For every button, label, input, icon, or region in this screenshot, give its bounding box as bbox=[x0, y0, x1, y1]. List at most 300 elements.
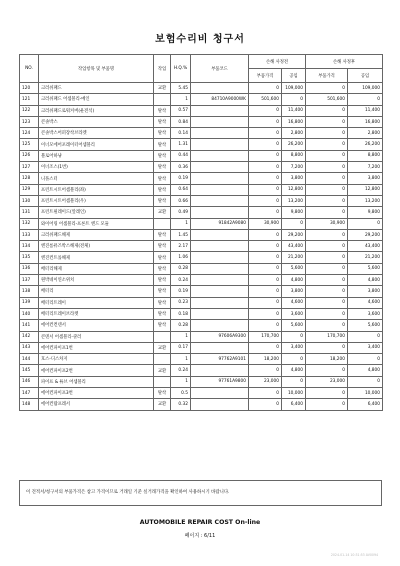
cell-item-name: 배터리해제 bbox=[39, 263, 154, 274]
cell-labor-before: 0 bbox=[282, 94, 306, 105]
cell-labor-after: 0 bbox=[348, 331, 383, 342]
cell-item-name: 콘솔박스어퍼장착브라켓 bbox=[39, 128, 154, 139]
header-hq: H.Q.% bbox=[171, 55, 191, 83]
cell-no: 135 bbox=[20, 252, 39, 263]
cell-no: 133 bbox=[20, 229, 39, 240]
cell-part-code bbox=[191, 162, 249, 173]
table-row bbox=[20, 162, 383, 173]
cell-hq: 0.5 bbox=[171, 388, 191, 399]
cell-part-price-before: 0 bbox=[249, 173, 282, 184]
cell-part-code bbox=[191, 128, 249, 139]
cell-item-name: 에어컨컨덴서 bbox=[39, 320, 154, 331]
cell-part-code bbox=[191, 139, 249, 150]
cell-work: 탈착 bbox=[154, 150, 171, 161]
cell-part-price-after: 0 bbox=[306, 297, 348, 308]
cell-labor-before: 0 bbox=[282, 354, 306, 365]
cell-part-price-after: 0 bbox=[306, 207, 348, 218]
cell-part-price-after: 501,600 bbox=[306, 94, 348, 105]
cell-labor-before: 109,000 bbox=[282, 83, 306, 94]
cell-work: 교환 bbox=[154, 365, 171, 376]
cell-part-price-before: 0 bbox=[249, 128, 282, 139]
cell-labor-before: 5,600 bbox=[282, 320, 306, 331]
cell-labor-before: 3,800 bbox=[282, 286, 306, 297]
cell-labor-after: 0 bbox=[348, 94, 383, 105]
cell-hq: 0.32 bbox=[171, 399, 191, 410]
cell-part-code bbox=[191, 320, 249, 331]
cell-part-price-after: 0 bbox=[306, 162, 348, 173]
cell-work bbox=[154, 354, 171, 365]
cell-part-code bbox=[191, 184, 249, 195]
cell-part-code: 91842A9080 bbox=[191, 218, 249, 229]
cell-part-price-after: 0 bbox=[306, 173, 348, 184]
cell-work: 탈착 bbox=[154, 116, 171, 127]
header-after: 손해 사정후 bbox=[306, 55, 383, 69]
table-row bbox=[20, 139, 383, 150]
cell-no: 146 bbox=[20, 376, 39, 387]
table-row bbox=[20, 331, 383, 342]
cell-hq: 0.28 bbox=[171, 263, 191, 274]
cell-work: 탈착 bbox=[154, 297, 171, 308]
cell-labor-after: 3,800 bbox=[348, 286, 383, 297]
cell-item-name: 에어컨파이프2번 bbox=[39, 365, 154, 376]
cell-labor-before: 4,800 bbox=[282, 275, 306, 286]
cell-hq: 1 bbox=[171, 94, 191, 105]
cell-work: 탈착 bbox=[154, 263, 171, 274]
cell-item-name: 이너조스(1번) bbox=[39, 162, 154, 173]
cell-part-code bbox=[191, 365, 249, 376]
cell-part-price-after: 0 bbox=[306, 275, 348, 286]
cell-part-price-after: 0 bbox=[306, 365, 348, 376]
cell-labor-before: 6,400 bbox=[282, 399, 306, 410]
table-row bbox=[20, 399, 383, 410]
cell-no: 137 bbox=[20, 275, 39, 286]
table-row bbox=[20, 105, 383, 116]
cell-part-code bbox=[191, 275, 249, 286]
cell-part-price-after: 0 bbox=[306, 116, 348, 127]
cell-labor-before: 8,800 bbox=[282, 150, 306, 161]
cell-item-name: 배터리트레이브라켓 bbox=[39, 308, 154, 319]
cell-part-price-before: 0 bbox=[249, 105, 282, 116]
cell-part-price-before: 0 bbox=[249, 342, 282, 353]
cell-labor-after: 12,800 bbox=[348, 184, 383, 195]
header-item: 작업항목 및 부품명 bbox=[39, 55, 154, 83]
cell-part-price-before: 0 bbox=[249, 150, 282, 161]
cell-part-price-after: 0 bbox=[306, 263, 348, 274]
cell-labor-before: 0 bbox=[282, 331, 306, 342]
cell-part-price-before: 0 bbox=[249, 297, 282, 308]
cell-labor-after: 3,400 bbox=[348, 342, 383, 353]
cell-labor-before: 11,400 bbox=[282, 105, 306, 116]
document-title: 보험수리비 청구서 bbox=[155, 34, 245, 45]
cell-no: 136 bbox=[20, 263, 39, 274]
cell-part-price-after: 0 bbox=[306, 286, 348, 297]
table-row bbox=[20, 116, 383, 127]
cell-part-code bbox=[191, 195, 249, 206]
cell-item-name: 크러쉬패드해제 bbox=[39, 229, 154, 240]
cell-hq: 0.57 bbox=[171, 105, 191, 116]
cell-work: 탈착 bbox=[154, 320, 171, 331]
cell-hq: 0.24 bbox=[171, 365, 191, 376]
cell-item-name: 원박네이연소위치 bbox=[39, 275, 154, 286]
cell-labor-after: 0 bbox=[348, 218, 383, 229]
header-labor-after: 공임 bbox=[348, 69, 383, 83]
table-row bbox=[20, 388, 383, 399]
header-no: NO. bbox=[20, 55, 39, 83]
cell-labor-after: 13,200 bbox=[348, 195, 383, 206]
cell-work: 탈착 bbox=[154, 388, 171, 399]
cell-part-code bbox=[191, 399, 249, 410]
cell-labor-before: 0 bbox=[282, 376, 306, 387]
cell-work: 탈착 bbox=[154, 308, 171, 319]
cell-labor-after: 4,600 bbox=[348, 297, 383, 308]
cell-work: 탈착 bbox=[154, 252, 171, 263]
table-row bbox=[20, 320, 383, 331]
cell-item-name: 콘솔박스 bbox=[39, 116, 154, 127]
cell-item-name: 호스-디스차지 bbox=[39, 354, 154, 365]
cell-part-price-before: 0 bbox=[249, 139, 282, 150]
cell-work bbox=[154, 376, 171, 387]
cell-no: 124 bbox=[20, 128, 39, 139]
cell-item-name: 에어컨파이프1번 bbox=[39, 342, 154, 353]
cell-work: 탈착 bbox=[154, 173, 171, 184]
cell-hq: 0.64 bbox=[171, 184, 191, 195]
cell-hq: 1.31 bbox=[171, 139, 191, 150]
cell-item-name: 에어컨람프레서 bbox=[39, 399, 154, 410]
cell-part-price-after: 0 bbox=[306, 320, 348, 331]
table-row bbox=[20, 241, 383, 252]
repair-cost-table bbox=[19, 54, 383, 411]
cell-labor-before: 5,600 bbox=[282, 263, 306, 274]
cell-labor-before: 13,200 bbox=[282, 195, 306, 206]
table-row bbox=[20, 286, 383, 297]
cell-work: 교환 bbox=[154, 399, 171, 410]
cell-work: 탈착 bbox=[154, 195, 171, 206]
cell-work: 탈착 bbox=[154, 229, 171, 240]
cell-labor-before: 2,800 bbox=[282, 128, 306, 139]
cell-item-name: 파이프 & 튜브 어셈블리 bbox=[39, 376, 154, 387]
cell-hq: 0.24 bbox=[171, 275, 191, 286]
cell-hq: 1 bbox=[171, 376, 191, 387]
cell-work: 탈착 bbox=[154, 184, 171, 195]
cell-item-name: 콘덴서 어셈블리-쿨러 bbox=[39, 331, 154, 342]
cell-hq: 0.28 bbox=[171, 320, 191, 331]
header-labor-before: 공임 bbox=[282, 69, 306, 83]
cell-hq: 0.18 bbox=[171, 308, 191, 319]
cell-part-price-after: 170,700 bbox=[306, 331, 348, 342]
cell-part-code bbox=[191, 116, 249, 127]
cell-no: 141 bbox=[20, 320, 39, 331]
cell-hq: 0.49 bbox=[171, 207, 191, 218]
footer-title: AUTOMOBILE REPAIR COST On-line bbox=[139, 519, 261, 526]
cell-hq: 2.17 bbox=[171, 241, 191, 252]
cell-labor-after: 0 bbox=[348, 354, 383, 365]
cell-labor-after: 7,200 bbox=[348, 162, 383, 173]
cell-hq: 1.45 bbox=[171, 229, 191, 240]
cell-labor-after: 4,800 bbox=[348, 365, 383, 376]
table-row bbox=[20, 128, 383, 139]
cell-part-price-after: 0 bbox=[306, 399, 348, 410]
cell-item-name: 니플스터 bbox=[39, 173, 154, 184]
table-row bbox=[20, 173, 383, 184]
cell-no: 120 bbox=[20, 83, 39, 94]
cell-labor-after: 29,200 bbox=[348, 229, 383, 240]
table-row bbox=[20, 263, 383, 274]
cell-no: 130 bbox=[20, 195, 39, 206]
cell-no: 129 bbox=[20, 184, 39, 195]
cell-part-code: 97761A9800 bbox=[191, 376, 249, 387]
cell-work bbox=[154, 331, 171, 342]
table-row bbox=[20, 195, 383, 206]
cell-labor-before: 7,200 bbox=[282, 162, 306, 173]
cell-no: 134 bbox=[20, 241, 39, 252]
cell-hq: 0.19 bbox=[171, 286, 191, 297]
table-row bbox=[20, 83, 383, 94]
cell-item-name: 크러쉬패드로워커버(운전석) bbox=[39, 105, 154, 116]
cell-no: 138 bbox=[20, 286, 39, 297]
cell-item-name: 배터리트레이 bbox=[39, 297, 154, 308]
cell-labor-before: 3,400 bbox=[282, 342, 306, 353]
cell-item-name: 엔진컨트롤해제 bbox=[39, 252, 154, 263]
cell-part-price-after: 23,000 bbox=[306, 376, 348, 387]
cell-part-code bbox=[191, 229, 249, 240]
cell-labor-after: 11,400 bbox=[348, 105, 383, 116]
cell-part-price-before: 23,000 bbox=[249, 376, 282, 387]
table-row bbox=[20, 297, 383, 308]
cell-no: 125 bbox=[20, 139, 39, 150]
cell-part-price-before: 0 bbox=[249, 162, 282, 173]
cell-part-price-before: 0 bbox=[249, 263, 282, 274]
cell-part-code bbox=[191, 263, 249, 274]
cell-no: 132 bbox=[20, 218, 39, 229]
cell-no: 145 bbox=[20, 365, 39, 376]
table-row bbox=[20, 354, 383, 365]
cell-item-name: 엔진룸퓨즈박스해제(전체) bbox=[39, 241, 154, 252]
print-stamp: 2024-01-14 10:31:53 AV0094 bbox=[330, 553, 378, 557]
cell-item-name: 배터리 bbox=[39, 286, 154, 297]
cell-part-code bbox=[191, 297, 249, 308]
cell-part-price-after: 0 bbox=[306, 252, 348, 263]
cell-hq: 0.23 bbox=[171, 297, 191, 308]
cell-hq: 0.66 bbox=[171, 195, 191, 206]
cell-labor-before: 3,600 bbox=[282, 308, 306, 319]
table-row bbox=[20, 184, 383, 195]
cell-part-code bbox=[191, 105, 249, 116]
cell-part-price-after: 0 bbox=[306, 128, 348, 139]
table-row bbox=[20, 376, 383, 387]
cell-no: 147 bbox=[20, 388, 39, 399]
cell-work: 탈착 bbox=[154, 139, 171, 150]
cell-labor-before: 10,000 bbox=[282, 388, 306, 399]
cell-hq: 1 bbox=[171, 218, 191, 229]
cell-hq: 0.19 bbox=[171, 173, 191, 184]
cell-part-price-before: 0 bbox=[249, 83, 282, 94]
cell-part-price-before: 0 bbox=[249, 252, 282, 263]
cell-labor-after: 43,400 bbox=[348, 241, 383, 252]
cell-hq: 0.17 bbox=[171, 342, 191, 353]
cell-work: 교환 bbox=[154, 83, 171, 94]
cell-no: 148 bbox=[20, 399, 39, 410]
cell-labor-before: 0 bbox=[282, 218, 306, 229]
cell-labor-after: 3,600 bbox=[348, 308, 383, 319]
cell-part-code bbox=[191, 241, 249, 252]
cell-work: 교환 bbox=[154, 207, 171, 218]
cell-labor-before: 9,800 bbox=[282, 207, 306, 218]
cell-part-code: 84710A9000WK bbox=[191, 94, 249, 105]
cell-labor-after: 0 bbox=[348, 376, 383, 387]
cell-hq: 0.44 bbox=[171, 150, 191, 161]
cell-part-price-after: 30,900 bbox=[306, 218, 348, 229]
cell-item-name: 프런트시트어셈블리(좌) bbox=[39, 184, 154, 195]
cell-hq: 1 bbox=[171, 354, 191, 365]
cell-part-price-after: 0 bbox=[306, 139, 348, 150]
cell-part-price-after: 0 bbox=[306, 83, 348, 94]
cell-labor-after: 4,800 bbox=[348, 275, 383, 286]
cell-part-code: 97606A9300 bbox=[191, 331, 249, 342]
cell-part-price-before: 0 bbox=[249, 365, 282, 376]
cell-part-price-before: 0 bbox=[249, 184, 282, 195]
cell-labor-after: 10,000 bbox=[348, 388, 383, 399]
cell-part-price-after: 0 bbox=[306, 241, 348, 252]
cell-part-price-after: 0 bbox=[306, 105, 348, 116]
header-work: 작업 bbox=[154, 55, 171, 83]
cell-part-price-after: 0 bbox=[306, 150, 348, 161]
disclaimer-note: 이 견적서/청구서의 부품가격은 참고 가격이므로 거래일 기준 실거래가격을 확인하여 사용하시기 바랍니다. bbox=[19, 480, 382, 506]
cell-part-price-before: 18,200 bbox=[249, 354, 282, 365]
cell-labor-before: 16,800 bbox=[282, 116, 306, 127]
cell-part-price-before: 501,600 bbox=[249, 94, 282, 105]
cell-part-code bbox=[191, 150, 249, 161]
cell-part-price-after: 0 bbox=[306, 229, 348, 240]
cell-item-name: 블로어하냥 bbox=[39, 150, 154, 161]
cell-part-code bbox=[191, 252, 249, 263]
cell-no: 123 bbox=[20, 116, 39, 127]
cell-hq: 0.36 bbox=[171, 162, 191, 173]
cell-item-name: 와이어링 어셈블리-프론트 엔드 모듈 bbox=[39, 218, 154, 229]
cell-part-price-before: 0 bbox=[249, 308, 282, 319]
cell-labor-after: 16,800 bbox=[348, 116, 383, 127]
cell-part-code bbox=[191, 83, 249, 94]
cell-work: 탈착 bbox=[154, 162, 171, 173]
cell-labor-before: 26,200 bbox=[282, 139, 306, 150]
cell-no: 143 bbox=[20, 342, 39, 353]
cell-hq: 0.14 bbox=[171, 128, 191, 139]
cell-part-price-after: 0 bbox=[306, 308, 348, 319]
cell-part-price-before: 0 bbox=[249, 320, 282, 331]
cell-hq: 0.84 bbox=[171, 116, 191, 127]
cell-labor-after: 8,800 bbox=[348, 150, 383, 161]
cell-labor-before: 21,200 bbox=[282, 252, 306, 263]
cell-part-price-before: 0 bbox=[249, 286, 282, 297]
table-row bbox=[20, 275, 383, 286]
header-code: 부품코드 bbox=[191, 55, 249, 83]
cell-labor-before: 12,800 bbox=[282, 184, 306, 195]
cell-part-price-before: 0 bbox=[249, 195, 282, 206]
cell-part-price-before: 0 bbox=[249, 116, 282, 127]
cell-labor-after: 3,800 bbox=[348, 173, 383, 184]
cell-part-price-before: 0 bbox=[249, 388, 282, 399]
cell-work bbox=[154, 94, 171, 105]
cell-work: 탈착 bbox=[154, 105, 171, 116]
header-before: 손해 사정전 bbox=[249, 55, 306, 69]
table-row bbox=[20, 365, 383, 376]
cell-part-code bbox=[191, 308, 249, 319]
cell-labor-before: 43,400 bbox=[282, 241, 306, 252]
cell-labor-before: 3,800 bbox=[282, 173, 306, 184]
cell-no: 144 bbox=[20, 354, 39, 365]
cell-labor-after: 2,800 bbox=[348, 128, 383, 139]
cell-hq: 1 bbox=[171, 331, 191, 342]
cell-part-code: 97762A9101 bbox=[191, 354, 249, 365]
cell-no: 131 bbox=[20, 207, 39, 218]
table-row bbox=[20, 150, 383, 161]
cell-part-code bbox=[191, 207, 249, 218]
cell-item-name: 에어컨파이프3번 bbox=[39, 388, 154, 399]
cell-labor-before: 4,800 bbox=[282, 365, 306, 376]
cell-part-code bbox=[191, 286, 249, 297]
cell-work: 교환 bbox=[154, 342, 171, 353]
cell-part-price-after: 0 bbox=[306, 184, 348, 195]
cell-labor-before: 29,200 bbox=[282, 229, 306, 240]
cell-part-price-after: 0 bbox=[306, 342, 348, 353]
header-part-price-after: 부품가격 bbox=[306, 69, 348, 83]
cell-hq: 1.06 bbox=[171, 252, 191, 263]
cell-part-price-after: 18,200 bbox=[306, 354, 348, 365]
cell-part-price-before: 0 bbox=[249, 229, 282, 240]
cell-no: 127 bbox=[20, 162, 39, 173]
table-row bbox=[20, 308, 383, 319]
cell-no: 122 bbox=[20, 105, 39, 116]
cell-labor-after: 21,200 bbox=[348, 252, 383, 263]
table-row bbox=[20, 342, 383, 353]
cell-work: 탈착 bbox=[154, 275, 171, 286]
cell-item-name: 크러쉬패드 어셈블리-메인 bbox=[39, 94, 154, 105]
table-body bbox=[20, 83, 383, 411]
cell-item-name: 이너모에어포레이터어셈블리 bbox=[39, 139, 154, 150]
cell-no: 126 bbox=[20, 150, 39, 161]
cell-part-price-before: 170,700 bbox=[249, 331, 282, 342]
cell-labor-after: 5,600 bbox=[348, 263, 383, 274]
cell-no: 121 bbox=[20, 94, 39, 105]
cell-part-price-before: 0 bbox=[249, 207, 282, 218]
cell-part-price-after: 0 bbox=[306, 388, 348, 399]
cell-item-name: 프런트시트어셈블리(우) bbox=[39, 195, 154, 206]
cell-labor-after: 6,400 bbox=[348, 399, 383, 410]
cell-no: 128 bbox=[20, 173, 39, 184]
table-row bbox=[20, 218, 383, 229]
cell-part-price-after: 0 bbox=[306, 195, 348, 206]
cell-item-name: 크러쉬패드 bbox=[39, 83, 154, 94]
table-row bbox=[20, 207, 383, 218]
cell-item-name: 프런트필레이드(앞레인) bbox=[39, 207, 154, 218]
cell-no: 139 bbox=[20, 297, 39, 308]
cell-part-code bbox=[191, 342, 249, 353]
cell-work: 탈착 bbox=[154, 286, 171, 297]
cell-part-price-before: 30,900 bbox=[249, 218, 282, 229]
cell-part-code bbox=[191, 388, 249, 399]
cell-work: 탈착 bbox=[154, 241, 171, 252]
cell-part-code bbox=[191, 173, 249, 184]
header-part-price-before: 부품가격 bbox=[249, 69, 282, 83]
cell-work bbox=[154, 218, 171, 229]
cell-labor-after: 5,600 bbox=[348, 320, 383, 331]
cell-labor-after: 9,800 bbox=[348, 207, 383, 218]
cell-no: 142 bbox=[20, 331, 39, 342]
cell-part-price-before: 0 bbox=[249, 241, 282, 252]
cell-work: 탈착 bbox=[154, 128, 171, 139]
table-row bbox=[20, 94, 383, 105]
cell-part-price-before: 0 bbox=[249, 399, 282, 410]
cell-labor-before: 4,600 bbox=[282, 297, 306, 308]
